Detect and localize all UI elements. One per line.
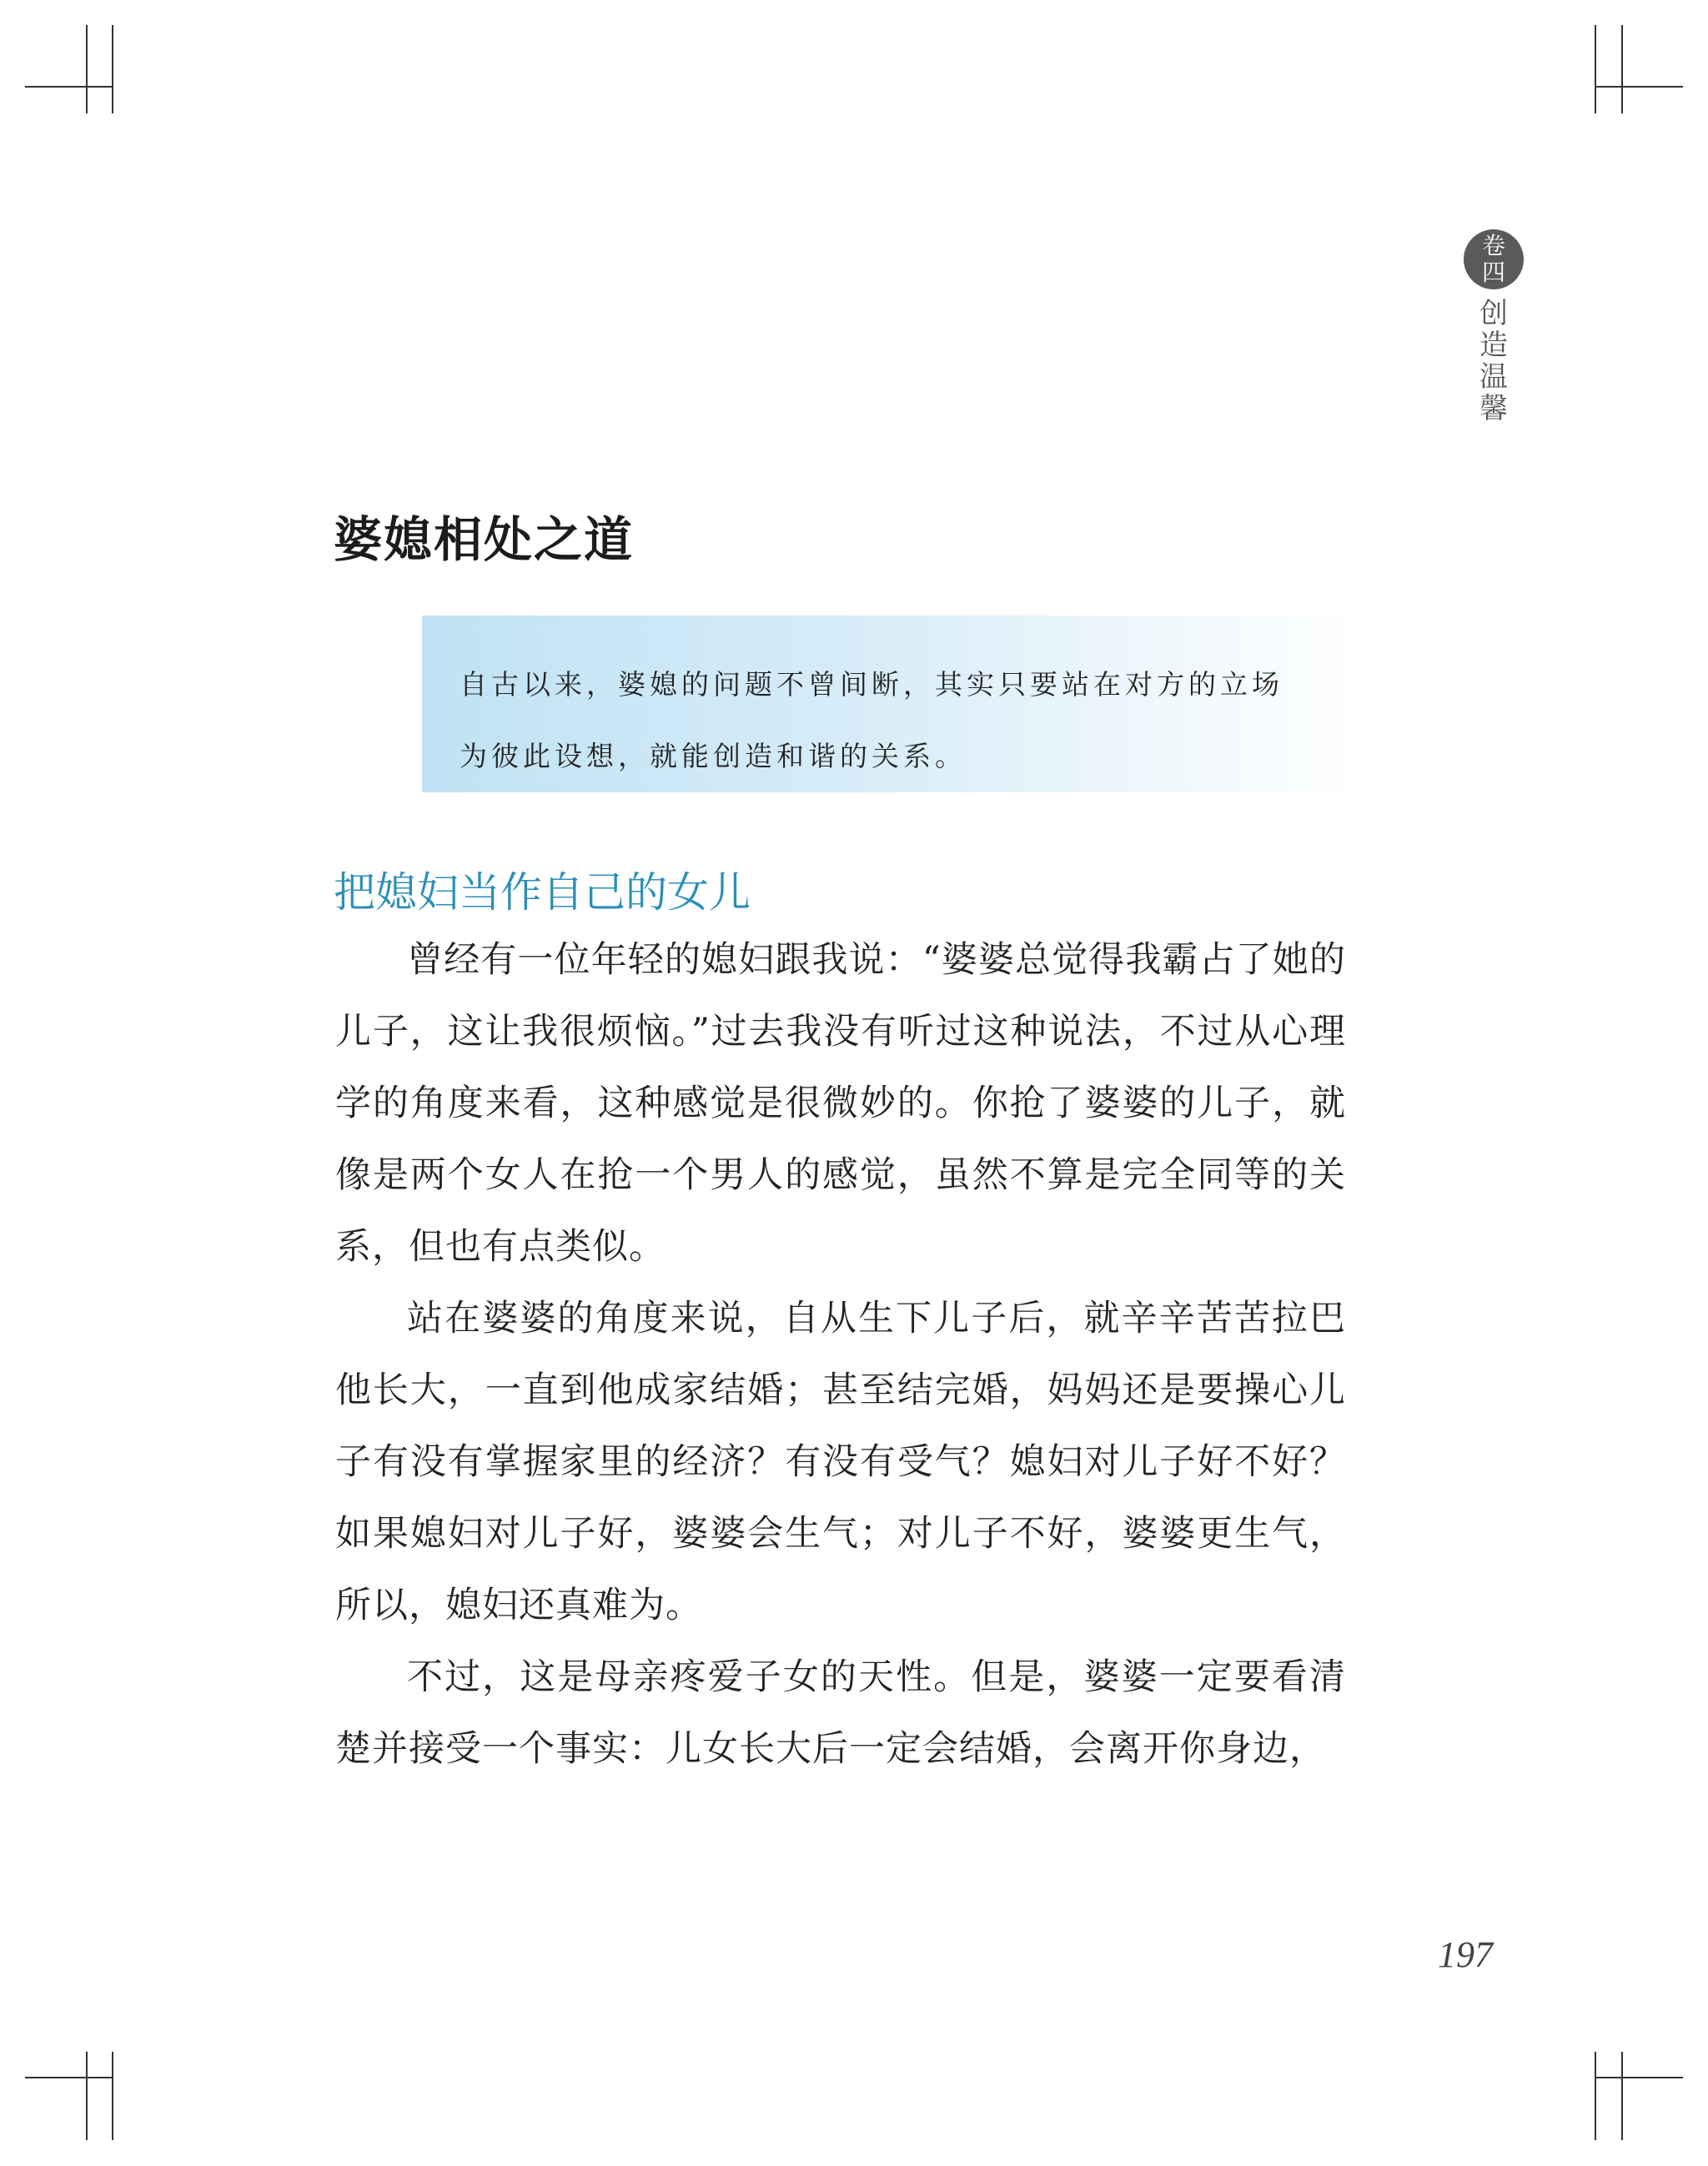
crop-mark — [112, 25, 113, 113]
crop-mark — [1595, 2052, 1596, 2140]
crop-mark — [1595, 86, 1683, 88]
paragraph: 站在婆婆的角度来说，自从生下儿子后，就辛辛苦苦拉巴他长大，一直到他成家结婚；甚至结完婚，妈妈还是要操心儿子有没有掌握家里的经济？有没有受气？媳妇对儿子好不好？如果媳妇对儿子好，婆婆会生气；对儿子不好，婆婆更生气，所以，媳妇还真难为。 — [335, 1298, 1346, 1626]
crop-mark — [1621, 2052, 1623, 2140]
volume-side-tab — [1464, 229, 1524, 425]
paragraph: 不过，这是母亲疼爱子女的天性。但是，婆婆一定要看清楚并接受一个事实：儿女长大后一定会结婚，会离开你身边， — [335, 1656, 1346, 1770]
body-text — [335, 924, 1346, 1785]
paragraph: 曾经有一位年轻的媳妇跟我说：“婆婆总觉得我霸占了她的儿子，这让我很烦恼。”过去我没有听过这种说法，不过从心理学的角度来看，这种感觉是很微妙的。你抢了婆婆的儿子，就像是两个女人在抢一个男人的感觉，虽然不算是完全同等的关系，但也有点类似。 — [335, 939, 1346, 1268]
chapter-title: 婆媳相处之道 — [334, 511, 635, 568]
summary-text: 自古以来，婆媳的问题不曾间断，其实只要站在对方的立场为彼此设想，就能创造和谐的关系。 — [460, 668, 1284, 772]
volume-label: 卷四 — [1481, 232, 1505, 286]
crop-mark — [86, 2052, 88, 2140]
section-heading: 把媳妇当作自己的女儿 — [334, 868, 751, 917]
page-number: 197 — [1438, 1934, 1493, 1975]
summary-box — [422, 616, 1359, 792]
crop-mark — [25, 86, 113, 88]
volume-badge — [1464, 229, 1524, 289]
crop-mark — [25, 2077, 113, 2078]
crop-mark — [86, 25, 88, 113]
crop-mark — [1595, 25, 1596, 113]
crop-mark — [112, 2052, 113, 2140]
crop-mark — [1595, 2077, 1683, 2078]
crop-mark — [1621, 25, 1623, 113]
volume-title: 创造温馨 — [1479, 297, 1508, 425]
